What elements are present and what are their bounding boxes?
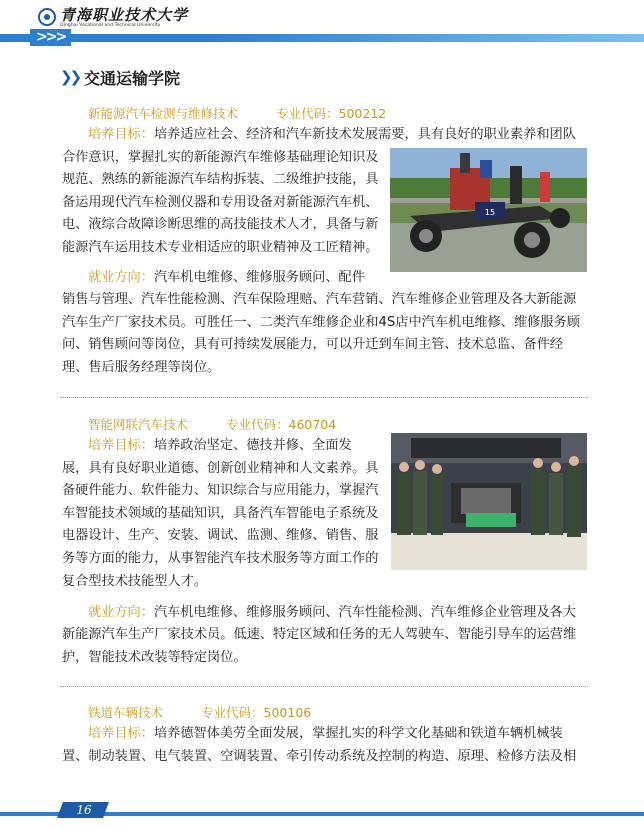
text-line: 电、液综合故障诊断思维的高技能技术人才，具备与新 (62, 217, 379, 233)
double-chevron-icon: ❯❯ (60, 68, 80, 86)
training-goal-paragraph (88, 435, 388, 458)
major-code: 专业代码：460704 (226, 417, 337, 432)
section-title-text: 交通运输学院 (84, 69, 181, 88)
text-line: 展，具有良好职业道德、创新创业精神和人文素养。具 (62, 460, 379, 476)
text-line: 汽车生产厂家技术员。可胜任一、二类汽车维修企业和4S店中汽车机电维修、维修服务顾 (62, 314, 580, 330)
text-line: 能源汽车运用技术专业相适应的职业精神及工匠精神。 (62, 239, 379, 255)
major-heading (88, 104, 386, 122)
training-goal-paragraph-cont (62, 458, 388, 594)
text-line: 就业方向：汽车机电维修、维修服务顾问、配件 (88, 269, 365, 285)
career-paragraph-cont (62, 624, 589, 669)
workshop-image (391, 433, 587, 570)
major-heading (88, 703, 311, 721)
training-goal-paragraph (88, 124, 588, 147)
major-name: 铁道车辆技术 (88, 705, 164, 720)
training-goal-paragraph-cont (62, 147, 388, 260)
major-name: 智能网联汽车技术 (88, 417, 189, 432)
text-line: 规范、熟练的新能源汽车结构拆装、二级维护技能，具 (62, 172, 379, 188)
text-line: 车智能技术领域的基础知识，具备汽车智能电子系统及 (62, 505, 379, 521)
major-heading (88, 415, 336, 433)
major-code: 专业代码：500106 (201, 705, 312, 720)
text-line: 务等方面的能力，从事智能汽车技术服务等方面工作的 (62, 550, 379, 566)
goal-label: 培养目标： (88, 438, 154, 453)
goal-label: 培养目标： (88, 726, 154, 741)
career-paragraph (88, 267, 386, 290)
school-emblem-icon (38, 8, 56, 26)
racing-car-image (390, 148, 587, 272)
text-line: 销售与管理、汽车性能检测、汽车保险理赔、汽车营销、汽车维修企业管理及各大新能源 (62, 292, 577, 308)
text-line: 问、销售顾问等岗位，具有可持续发展能力，可以升迁到车间主管、技术总监、备件经 (62, 337, 564, 353)
school-name-cn: 青海职业技术大学 (60, 6, 189, 24)
career-label: 就业方向： (88, 269, 154, 285)
text-line: 培养目标：培养政治坚定、德技并修、全面发 (88, 438, 352, 453)
training-goal-paragraph (88, 723, 588, 746)
text-line: 培养目标：培养德智体美劳全面发展，掌握扎实的科学文化基础和铁道车辆机械装 (88, 726, 563, 741)
students-workshop-photo (391, 433, 587, 570)
car-number: 15 (484, 208, 496, 217)
text-line: 复合型技术技能型人才。 (62, 573, 208, 589)
header-band-gradient (210, 34, 644, 42)
text-line: 电器设计、生产、安装、调试、监测、维修、销售、服 (62, 528, 379, 544)
career-paragraph (88, 602, 588, 625)
page-footer (0, 800, 644, 828)
students-racing-car-photo (390, 148, 587, 272)
major-name: 新能源汽车检测与维修技术 (88, 106, 239, 121)
school-logo (38, 4, 198, 34)
text-line: 新能源汽车生产厂家技术员。低速、特定区域和任务的无人驾驶车、智能引导车的运营维 (62, 627, 577, 643)
page-header (0, 0, 644, 52)
text-line: 就业方向：汽车机电维修、维修服务顾问、汽车性能检测、汽车维修企业管理及各大 (88, 604, 576, 620)
section-divider (60, 397, 588, 398)
goal-label: 培养目标： (88, 127, 154, 142)
career-paragraph-cont (62, 289, 589, 379)
major-code: 专业代码：500212 (276, 106, 387, 121)
school-name-en: Qinghai Vocational and Technical University (60, 23, 161, 28)
text-line: 备硬件能力、软件能力、知识综合与应用能力，掌握汽 (62, 483, 379, 499)
text-line: 理、售后服务经理等岗位。 (62, 359, 221, 375)
section-divider (60, 686, 588, 687)
text-line: 备运用现代汽车检测仪器和专用设备对新能源汽车机、 (62, 194, 379, 210)
career-label: 就业方向： (88, 604, 154, 620)
text-line: 置、制动装置、电气装置、空调装置、牵引传动系统及控制的构造、原理、检修方法及相 (62, 748, 577, 764)
training-goal-paragraph-cont (62, 746, 589, 769)
page-number: 16 (76, 803, 92, 817)
text-line: 培养目标：培养适应社会、经济和汽车新技术发展需要，具有良好的职业素养和团队 (88, 127, 576, 142)
header-chevron-icon: >>> (30, 29, 71, 46)
text-line: 护，智能技术改装等特定岗位。 (62, 649, 247, 665)
text-line: 合作意识，掌握扎实的新能源汽车维修基础理论知识及 (62, 149, 379, 165)
